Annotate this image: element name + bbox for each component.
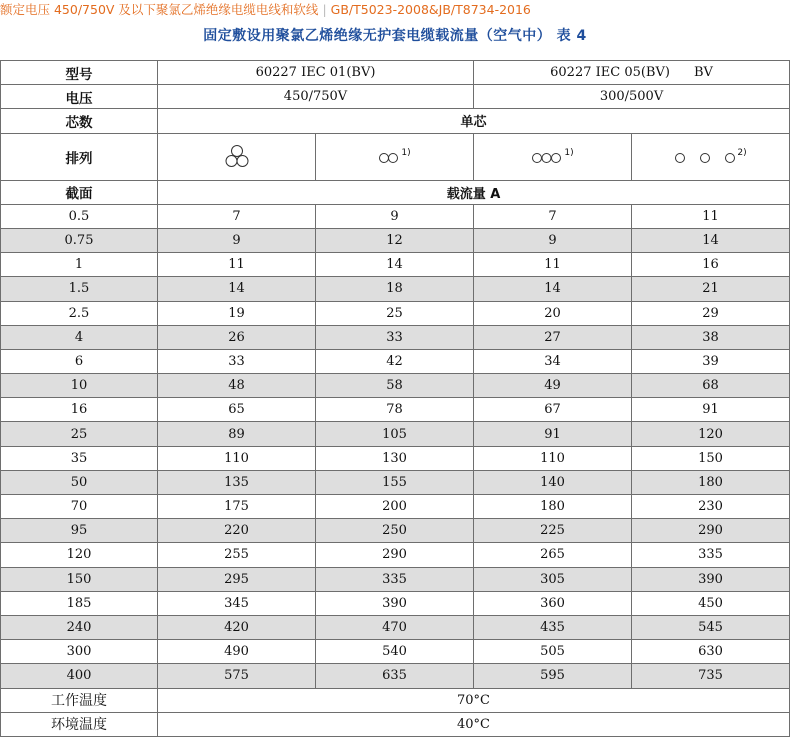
ampacity-cell: 58 [316,374,474,398]
table-row [1,374,790,398]
ampacity-cell: 420 [158,615,316,639]
model-label: 型号 [1,61,158,85]
ampacity-cell: 290 [316,543,474,567]
ampacity-cell: 11 [632,204,790,228]
ampacity-cell: 7 [474,204,632,228]
ampacity-cell: 91 [474,422,632,446]
table-title: 固定敷设用聚氯乙烯绝缘无护套电缆载流量（空气中） 表 4 [203,28,587,44]
arrangement-note-col2: 1) [401,147,411,158]
ampacity-cell: 435 [474,615,632,639]
three-trefoil-circles-icon [222,144,252,170]
ampacity-cell: 33 [158,349,316,373]
ampacity-cell: 38 [632,325,790,349]
model-1-cell: 60227 IEC 01(BV) [158,61,474,85]
voltage-label: 电压 [1,85,158,109]
ampacity-cell: 49 [474,374,632,398]
table-row [1,615,790,639]
section-cell: 240 [1,615,158,639]
table-row [1,567,790,591]
arrangement-note-col3: 1) [564,147,574,158]
arrangement-three-circles-cell [474,133,632,180]
section-cell: 185 [1,591,158,615]
ampacity-cell: 19 [158,301,316,325]
work-temp-row [1,688,790,712]
voltage-row [1,85,790,109]
ampacity-cell: 335 [632,543,790,567]
ampacity-cell: 16 [632,253,790,277]
section-cell: 70 [1,495,158,519]
env-temp-row [1,712,790,736]
ampacity-cell: 450 [632,591,790,615]
table-row [1,664,790,688]
section-cell: 6 [1,349,158,373]
section-cell: 300 [1,640,158,664]
ampacity-cell: 130 [316,446,474,470]
ampacity-cell: 505 [474,640,632,664]
ampacity-cell: 25 [316,301,474,325]
table-row [1,470,790,494]
ampacity-cell: 200 [316,495,474,519]
three-touching-circles-icon [531,152,563,164]
product-description: 额定电压 450/750V 及以下聚氯乙烯绝缘电缆电线和软线 [0,2,319,17]
ampacity-cell: 20 [474,301,632,325]
section-cell: 1 [1,253,158,277]
ampacity-cell: 105 [316,422,474,446]
document-header [0,0,531,20]
table-row [1,301,790,325]
ampacity-cell: 42 [316,349,474,373]
section-cell: 35 [1,446,158,470]
ampacity-cell: 12 [316,228,474,252]
data-rows [1,204,790,688]
section-cell: 4 [1,325,158,349]
ampacity-cell: 14 [158,277,316,301]
ampacity-cell: 390 [316,591,474,615]
two-touching-circles-icon [378,152,400,164]
section-cell: 0.75 [1,228,158,252]
table-row [1,446,790,470]
ampacity-cell: 27 [474,325,632,349]
ampacity-cell: 345 [158,591,316,615]
ampacity-cell: 595 [474,664,632,688]
section-cell: 2.5 [1,301,158,325]
ampacity-cell: 29 [632,301,790,325]
table-row [1,422,790,446]
section-cell: 1.5 [1,277,158,301]
ampacity-cell: 65 [158,398,316,422]
ampacity-cell: 140 [474,470,632,494]
ampacity-cell: 575 [158,664,316,688]
section-cell: 95 [1,519,158,543]
ampacity-cell: 48 [158,374,316,398]
ampacity-header: 载流量 A [158,180,790,204]
section-cell: 400 [1,664,158,688]
ampacity-cell: 390 [632,567,790,591]
model-2-text: 60227 IEC 05(BV) [550,65,670,81]
ampacity-cell: 490 [158,640,316,664]
ampacity-cell: 290 [632,519,790,543]
ampacity-cell: 91 [632,398,790,422]
three-spaced-circles-icon [674,152,736,164]
table-row [1,640,790,664]
section-cell: 0.5 [1,204,158,228]
section-cell: 10 [1,374,158,398]
arrangement-spaced-circles-cell [632,133,790,180]
ampacity-cell: 14 [316,253,474,277]
ampacity-cell: 180 [632,470,790,494]
ampacity-cell: 39 [632,349,790,373]
section-cell: 25 [1,422,158,446]
ampacity-cell: 78 [316,398,474,422]
voltage-2-cell: 300/500V [474,85,790,109]
table-row [1,591,790,615]
env-temp-label: 环境温度 [1,712,158,736]
ampacity-cell: 18 [316,277,474,301]
ampacity-cell: 545 [632,615,790,639]
table-row [1,204,790,228]
ampacity-cell: 630 [632,640,790,664]
arrangement-note-col4: 2) [737,147,747,158]
cores-row [1,109,790,133]
ampacity-cell: 9 [474,228,632,252]
ampacity-cell: 110 [158,446,316,470]
ampacity-cell: 360 [474,591,632,615]
cores-label: 芯数 [1,109,158,133]
arrangement-trefoil-cell [158,133,316,180]
ampacity-cell: 89 [158,422,316,446]
table-row [1,325,790,349]
ampacity-cell: 470 [316,615,474,639]
table-row [1,277,790,301]
ampacity-cell: 305 [474,567,632,591]
work-temp-label: 工作温度 [1,688,158,712]
section-cell: 150 [1,567,158,591]
section-label: 截面 [1,180,158,204]
standard-code: GB/T5023-2008&JB/T8734-2016 [330,2,531,17]
table-row [1,495,790,519]
ampacity-cell: 11 [158,253,316,277]
ampacity-cell: 295 [158,567,316,591]
ampacity-cell: 26 [158,325,316,349]
ampacity-cell: 34 [474,349,632,373]
ampacity-table [0,60,790,737]
header-separator: | [322,2,327,17]
ampacity-cell: 120 [632,422,790,446]
arrangement-row [1,133,790,180]
arrangement-label: 排列 [1,133,158,180]
arrangement-two-circles-cell [316,133,474,180]
ampacity-cell: 14 [474,277,632,301]
table-row [1,398,790,422]
voltage-1-cell: 450/750V [158,85,474,109]
table-row [1,228,790,252]
ampacity-cell: 11 [474,253,632,277]
ampacity-cell: 67 [474,398,632,422]
ampacity-cell: 155 [316,470,474,494]
section-cell: 50 [1,470,158,494]
ampacity-cell: 7 [158,204,316,228]
ampacity-cell: 150 [632,446,790,470]
ampacity-cell: 33 [316,325,474,349]
ampacity-cell: 250 [316,519,474,543]
model-row [1,61,790,85]
ampacity-cell: 335 [316,567,474,591]
env-temp-value: 40°C [158,712,790,736]
ampacity-cell: 225 [474,519,632,543]
ampacity-cell: 735 [632,664,790,688]
ampacity-cell: 110 [474,446,632,470]
model-2-cell [474,61,790,85]
ampacity-cell: 265 [474,543,632,567]
ampacity-cell: 21 [632,277,790,301]
model-2-extra: BV [693,65,713,81]
ampacity-cell: 14 [632,228,790,252]
work-temp-value: 70°C [158,688,790,712]
ampacity-cell: 9 [158,228,316,252]
cores-value: 单芯 [158,109,790,133]
ampacity-cell: 540 [316,640,474,664]
table-row [1,253,790,277]
section-cell: 120 [1,543,158,567]
table-row [1,349,790,373]
ampacity-cell: 230 [632,495,790,519]
ampacity-cell: 220 [158,519,316,543]
ampacity-cell: 180 [474,495,632,519]
ampacity-cell: 255 [158,543,316,567]
ampacity-cell: 9 [316,204,474,228]
ampacity-cell: 135 [158,470,316,494]
section-cell: 16 [1,398,158,422]
ampacity-cell: 175 [158,495,316,519]
ampacity-cell: 68 [632,374,790,398]
table-row [1,543,790,567]
table-row [1,519,790,543]
section-header-row [1,180,790,204]
ampacity-cell: 635 [316,664,474,688]
